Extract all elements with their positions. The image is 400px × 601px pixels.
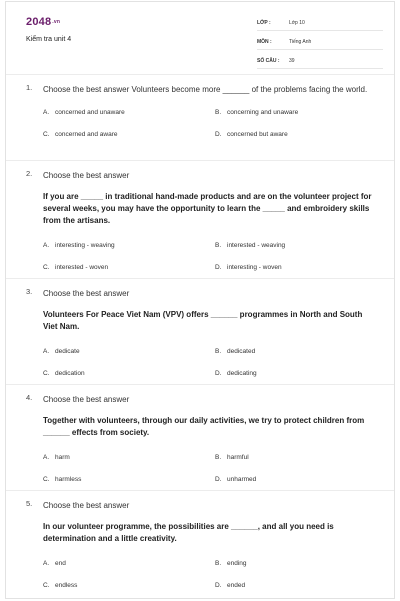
question-body: Volunteers For Peace Viet Nam (VPV) offers ______ programmes in North and South Viet Nam. [43,310,363,331]
option-letter: D. [215,370,222,377]
option-b[interactable] [215,241,387,251]
option-text: ending [227,560,247,567]
question-text: Choose the best answer [43,171,130,180]
option-d[interactable] [215,581,387,591]
question-text: Choose the best answer [43,501,130,510]
option-text: dedicate [55,348,80,355]
option-text: harmless [55,476,82,483]
option-b[interactable] [215,347,387,357]
question-text: Choose the best answer Volunteers become more ______ of the problems facing the world. [43,85,368,94]
option-text: concerned but aware [227,131,288,138]
meta-count-label: SỐ CÂU : [257,58,280,64]
option-b[interactable] [215,559,387,569]
logo-suffix: .vn [52,19,61,26]
option-a[interactable] [43,347,215,357]
option-text: concerning and unaware [227,109,299,116]
answer-options [43,453,378,485]
option-b[interactable] [215,453,387,463]
question-number: 4. [26,393,33,402]
logo-text: 2048 [26,16,52,28]
answer-options [43,559,378,591]
option-letter: D. [215,582,222,589]
option-d[interactable] [215,369,387,379]
meta-class-value: Lớp 10 [289,20,305,26]
option-d[interactable] [215,130,387,140]
option-text: endless [55,582,78,589]
option-letter: B. [215,109,222,116]
option-text: dedicating [227,370,257,377]
option-letter: B. [215,348,222,355]
question-number: 3. [26,287,33,296]
option-a[interactable] [43,453,215,463]
option-c[interactable] [43,130,215,140]
meta-subject-label: MÔN : [257,39,272,45]
option-letter: A. [43,109,50,116]
option-c[interactable] [43,369,215,379]
option-letter: C. [43,582,50,589]
option-text: dedicated [227,348,256,355]
worksheet-meta [257,16,383,73]
answer-options [43,241,378,273]
question-5 [6,490,394,594]
option-a[interactable] [43,559,215,569]
option-a[interactable] [43,241,215,251]
question-1 [6,74,394,160]
option-d[interactable] [215,475,387,485]
question-4 [6,384,394,490]
question-number: 1. [26,83,33,92]
option-letter: B. [215,454,222,461]
option-letter: D. [215,264,222,271]
option-text: dedication [55,370,85,377]
meta-count-row [257,54,383,69]
answer-options [43,108,378,140]
question-number: 5. [26,499,33,508]
option-text: ended [227,582,246,589]
option-text: harmful [227,454,249,461]
option-text: interested - weaving [227,242,286,249]
worksheet-header [6,2,394,66]
answer-options [43,347,378,379]
option-letter: D. [215,476,222,483]
question-text: Choose the best answer [43,289,130,298]
option-letter: A. [43,242,50,249]
option-c[interactable] [43,581,215,591]
option-letter: D. [215,131,222,138]
option-text: end [55,560,66,567]
worksheet-title: Kiểm tra unit 4 [26,36,72,43]
question-body: If you are _____ in traditional hand-made products and are on the volunteer project for several weeks, you may have the opportunity to learn the _____ and embroidery skills from the artisans. [43,192,372,225]
option-text: interesting - woven [227,264,282,271]
option-text: unharmed [227,476,257,483]
option-letter: C. [43,131,50,138]
option-letter: C. [43,264,50,271]
option-text: concerned and unaware [55,109,125,116]
question-number: 2. [26,169,33,178]
option-letter: B. [215,560,222,567]
option-b[interactable] [215,108,387,118]
option-text: interesting - weaving [55,242,115,249]
option-letter: B. [215,242,222,249]
question-2 [6,160,394,278]
meta-subject-value: Tiếng Anh [289,39,312,45]
question-body: In our volunteer programme, the possibilities are ______, and all you need is determination and a little creativity. [43,522,334,543]
question-3 [6,278,394,384]
option-letter: A. [43,560,50,567]
option-text: interested - woven [55,264,109,271]
option-a[interactable] [43,108,215,118]
meta-class-label: LỚP : [257,20,271,26]
option-c[interactable] [43,475,215,485]
worksheet-page [5,1,395,599]
option-letter: A. [43,348,50,355]
option-letter: A. [43,454,50,461]
meta-class-row [257,16,383,31]
option-c[interactable] [43,263,215,273]
meta-subject-row [257,35,383,50]
option-text: harm [55,454,70,461]
site-logo[interactable] [26,16,60,28]
option-letter: C. [43,476,50,483]
option-text: concerned and aware [55,131,118,138]
question-list [6,74,394,594]
option-d[interactable] [215,263,387,273]
meta-count-value: 39 [289,58,295,64]
question-body: Together with volunteers, through our daily activities, we try to protect children from ______ effects from society. [43,416,365,437]
question-text: Choose the best answer [43,395,130,404]
option-letter: C. [43,370,50,377]
